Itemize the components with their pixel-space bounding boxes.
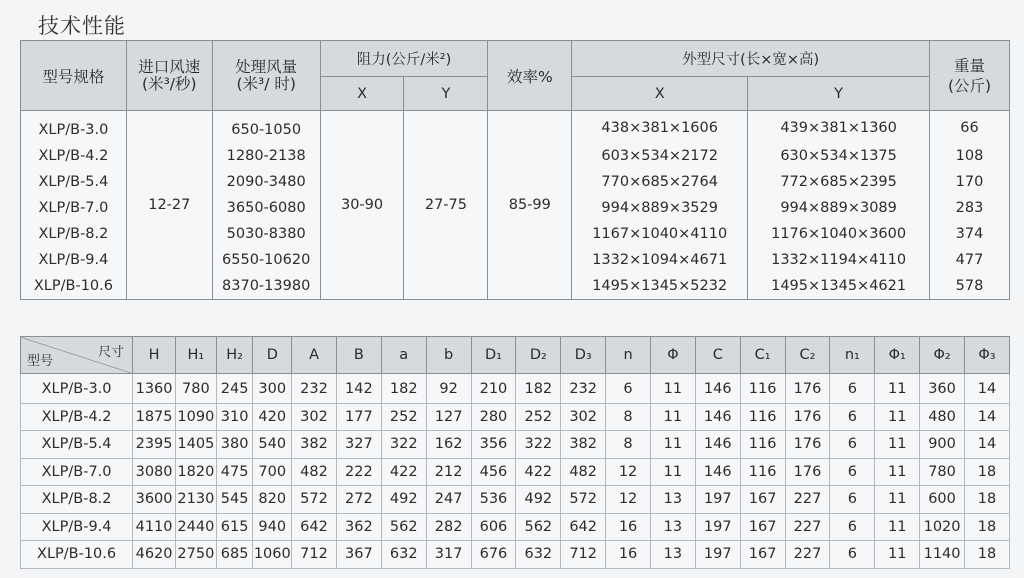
value-cell: 227 <box>785 541 830 569</box>
column-header: H₁ <box>175 337 216 374</box>
value-cell: 632 <box>516 541 561 569</box>
dim-x-cell: 994×889×3529 <box>572 195 748 221</box>
model-cell: XLP/B-3.0 <box>21 374 133 404</box>
weight-cell: 66 <box>930 111 1010 144</box>
value-cell: 422 <box>381 458 426 486</box>
column-header: D₃ <box>561 337 606 374</box>
value-cell: 3080 <box>133 458 176 486</box>
column-header: D₂ <box>516 337 561 374</box>
value-cell: 685 <box>216 541 253 569</box>
header-resistance-y: Y <box>404 77 488 111</box>
value-cell: 302 <box>561 403 606 431</box>
header-air-volume-label: 处理风量 <box>235 57 298 76</box>
model-cell: XLP/B-8.2 <box>21 221 127 247</box>
value-cell: 8 <box>606 431 651 459</box>
column-header: n₁ <box>830 337 875 374</box>
value-cell: 382 <box>292 431 337 459</box>
dim-x-cell: 603×534×2172 <box>572 143 748 169</box>
value-cell: 197 <box>695 541 740 569</box>
value-cell: 13 <box>650 486 695 514</box>
value-cell: 2440 <box>175 513 216 541</box>
value-cell: 18 <box>964 486 1009 514</box>
dim-y-cell: 630×534×1375 <box>748 143 930 169</box>
value-cell: 2750 <box>175 541 216 569</box>
value-cell: 162 <box>426 431 471 459</box>
value-cell: 700 <box>253 458 292 486</box>
value-cell: 197 <box>695 513 740 541</box>
header-weight <box>930 41 1010 111</box>
value-cell: 475 <box>216 458 253 486</box>
value-cell: 176 <box>785 403 830 431</box>
value-cell: 182 <box>516 374 561 404</box>
value-cell: 2130 <box>175 486 216 514</box>
column-header: n <box>606 337 651 374</box>
value-cell: 11 <box>875 431 920 459</box>
value-cell: 142 <box>336 374 381 404</box>
value-cell: 167 <box>740 541 785 569</box>
value-cell: 572 <box>561 486 606 514</box>
page-title: 技术性能 <box>38 14 126 38</box>
value-cell: 900 <box>920 431 965 459</box>
value-cell: 92 <box>426 374 471 404</box>
inlet-speed-cell: 12-27 <box>126 111 212 300</box>
table-row <box>21 111 1010 144</box>
weight-cell: 578 <box>930 273 1010 300</box>
model-cell: XLP/B-10.6 <box>21 541 133 569</box>
value-cell: 367 <box>336 541 381 569</box>
value-cell: 210 <box>471 374 516 404</box>
weight-cell: 477 <box>930 247 1010 273</box>
column-header: C₁ <box>740 337 785 374</box>
value-cell: 362 <box>336 513 381 541</box>
value-cell: 247 <box>426 486 471 514</box>
value-cell: 1875 <box>133 403 176 431</box>
value-cell: 146 <box>695 431 740 459</box>
value-cell: 632 <box>381 541 426 569</box>
value-cell: 232 <box>561 374 606 404</box>
value-cell: 676 <box>471 541 516 569</box>
dim-x-cell: 1332×1094×4671 <box>572 247 748 273</box>
value-cell: 252 <box>516 403 561 431</box>
header-inlet-speed <box>126 41 212 111</box>
value-cell: 227 <box>785 486 830 514</box>
model-cell: XLP/B-5.4 <box>21 431 133 459</box>
dim-y-cell: 439×381×1360 <box>748 111 930 144</box>
dim-x-cell: 770×685×2764 <box>572 169 748 195</box>
value-cell: 317 <box>426 541 471 569</box>
value-cell: 536 <box>471 486 516 514</box>
value-cell: 167 <box>740 513 785 541</box>
value-cell: 18 <box>964 458 1009 486</box>
value-cell: 600 <box>920 486 965 514</box>
value-cell: 176 <box>785 431 830 459</box>
value-cell: 18 <box>964 513 1009 541</box>
column-header: Φ <box>650 337 695 374</box>
value-cell: 11 <box>875 486 920 514</box>
air-volume-cell: 6550-10620 <box>212 247 320 273</box>
value-cell: 6 <box>830 403 875 431</box>
table-row <box>21 541 1010 569</box>
header-inlet-speed-label: 进口风速 <box>138 57 201 76</box>
corner-label-size: 尺寸 <box>98 345 125 360</box>
value-cell: 146 <box>695 374 740 404</box>
value-cell: 712 <box>561 541 606 569</box>
corner-cell <box>21 337 133 374</box>
table-row <box>21 486 1010 514</box>
value-cell: 11 <box>875 458 920 486</box>
value-cell: 562 <box>381 513 426 541</box>
value-cell: 480 <box>920 403 965 431</box>
value-cell: 227 <box>785 513 830 541</box>
value-cell: 6 <box>830 431 875 459</box>
column-header: C <box>695 337 740 374</box>
value-cell: 11 <box>650 431 695 459</box>
column-header: D₁ <box>471 337 516 374</box>
column-header: H₂ <box>216 337 253 374</box>
model-cell: XLP/B-9.4 <box>21 247 127 273</box>
value-cell: 780 <box>920 458 965 486</box>
header-model: 型号规格 <box>21 41 127 111</box>
value-cell: 8 <box>606 403 651 431</box>
value-cell: 14 <box>964 403 1009 431</box>
value-cell: 382 <box>561 431 606 459</box>
value-cell: 820 <box>253 486 292 514</box>
dim-x-cell: 1495×1345×5232 <box>572 273 748 300</box>
value-cell: 18 <box>964 541 1009 569</box>
air-volume-cell: 1280-2138 <box>212 143 320 169</box>
model-cell: XLP/B-4.2 <box>21 143 127 169</box>
value-cell: 780 <box>175 374 216 404</box>
column-header: b <box>426 337 471 374</box>
header-air-volume <box>212 41 320 111</box>
dim-y-cell: 1495×1345×4621 <box>748 273 930 300</box>
value-cell: 127 <box>426 403 471 431</box>
value-cell: 11 <box>875 541 920 569</box>
value-cell: 6 <box>606 374 651 404</box>
value-cell: 182 <box>381 374 426 404</box>
value-cell: 310 <box>216 403 253 431</box>
dimensions-table <box>20 336 1010 569</box>
header-resistance-x: X <box>320 77 404 111</box>
header-weight-unit: (公斤) <box>947 76 992 95</box>
value-cell: 252 <box>381 403 426 431</box>
model-cell: XLP/B-7.0 <box>21 458 133 486</box>
value-cell: 6 <box>830 541 875 569</box>
value-cell: 11 <box>875 403 920 431</box>
value-cell: 176 <box>785 374 830 404</box>
value-cell: 6 <box>830 458 875 486</box>
value-cell: 712 <box>292 541 337 569</box>
column-header: C₂ <box>785 337 830 374</box>
value-cell: 322 <box>381 431 426 459</box>
value-cell: 572 <box>292 486 337 514</box>
value-cell: 1140 <box>920 541 965 569</box>
value-cell: 212 <box>426 458 471 486</box>
value-cell: 11 <box>650 458 695 486</box>
value-cell: 642 <box>561 513 606 541</box>
table-row <box>21 431 1010 459</box>
weight-cell: 108 <box>930 143 1010 169</box>
value-cell: 177 <box>336 403 381 431</box>
header-dim-x: X <box>572 77 748 111</box>
value-cell: 322 <box>516 431 561 459</box>
header-resistance: 阻力(公斤/米²) <box>320 41 488 77</box>
table-row <box>21 458 1010 486</box>
air-volume-cell: 5030-8380 <box>212 221 320 247</box>
value-cell: 356 <box>471 431 516 459</box>
value-cell: 1360 <box>133 374 176 404</box>
model-cell: XLP/B-5.4 <box>21 169 127 195</box>
dim-y-cell: 994×889×3089 <box>748 195 930 221</box>
value-cell: 4620 <box>133 541 176 569</box>
value-cell: 12 <box>606 458 651 486</box>
value-cell: 6 <box>830 513 875 541</box>
dim-y-cell: 772×685×2395 <box>748 169 930 195</box>
value-cell: 540 <box>253 431 292 459</box>
value-cell: 11 <box>875 374 920 404</box>
resistance-y-cell: 27-75 <box>404 111 488 300</box>
value-cell: 6 <box>830 486 875 514</box>
value-cell: 2395 <box>133 431 176 459</box>
value-cell: 11 <box>650 374 695 404</box>
value-cell: 300 <box>253 374 292 404</box>
value-cell: 1820 <box>175 458 216 486</box>
air-volume-cell: 2090-3480 <box>212 169 320 195</box>
model-cell: XLP/B-4.2 <box>21 403 133 431</box>
value-cell: 302 <box>292 403 337 431</box>
dim-y-cell: 1332×1194×4110 <box>748 247 930 273</box>
value-cell: 280 <box>471 403 516 431</box>
weight-cell: 374 <box>930 221 1010 247</box>
value-cell: 14 <box>964 374 1009 404</box>
dim-y-cell: 1176×1040×3600 <box>748 221 930 247</box>
value-cell: 1090 <box>175 403 216 431</box>
efficiency-cell: 85-99 <box>488 111 572 300</box>
performance-table <box>20 40 1010 300</box>
air-volume-cell: 650-1050 <box>212 111 320 144</box>
dim-x-cell: 1167×1040×4110 <box>572 221 748 247</box>
value-cell: 4110 <box>133 513 176 541</box>
dim-x-cell: 438×381×1606 <box>572 111 748 144</box>
value-cell: 13 <box>650 513 695 541</box>
header-dimensions: 外型尺寸(长×宽×高) <box>572 41 930 77</box>
value-cell: 492 <box>516 486 561 514</box>
model-cell: XLP/B-8.2 <box>21 486 133 514</box>
value-cell: 13 <box>650 541 695 569</box>
value-cell: 232 <box>292 374 337 404</box>
value-cell: 245 <box>216 374 253 404</box>
value-cell: 360 <box>920 374 965 404</box>
value-cell: 456 <box>471 458 516 486</box>
column-header: Φ₁ <box>875 337 920 374</box>
value-cell: 492 <box>381 486 426 514</box>
column-header: H <box>133 337 176 374</box>
value-cell: 420 <box>253 403 292 431</box>
value-cell: 562 <box>516 513 561 541</box>
value-cell: 11 <box>650 403 695 431</box>
column-header: a <box>381 337 426 374</box>
table-row <box>21 374 1010 404</box>
value-cell: 6 <box>830 374 875 404</box>
value-cell: 642 <box>292 513 337 541</box>
header-weight-label: 重量 <box>954 56 986 75</box>
column-header: A <box>292 337 337 374</box>
corner-label-model: 型号 <box>27 354 54 369</box>
value-cell: 116 <box>740 403 785 431</box>
value-cell: 1405 <box>175 431 216 459</box>
model-cell: XLP/B-10.6 <box>21 273 127 300</box>
model-cell: XLP/B-7.0 <box>21 195 127 221</box>
value-cell: 146 <box>695 458 740 486</box>
table-row <box>21 403 1010 431</box>
weight-cell: 170 <box>930 169 1010 195</box>
value-cell: 116 <box>740 458 785 486</box>
value-cell: 1020 <box>920 513 965 541</box>
air-volume-cell: 3650-6080 <box>212 195 320 221</box>
value-cell: 940 <box>253 513 292 541</box>
header-efficiency: 效率% <box>488 41 572 111</box>
column-header: D <box>253 337 292 374</box>
value-cell: 545 <box>216 486 253 514</box>
header-inlet-speed-unit: (米³/秒) <box>142 74 197 93</box>
value-cell: 16 <box>606 541 651 569</box>
value-cell: 606 <box>471 513 516 541</box>
value-cell: 176 <box>785 458 830 486</box>
value-cell: 146 <box>695 403 740 431</box>
value-cell: 272 <box>336 486 381 514</box>
column-header: Φ₃ <box>964 337 1009 374</box>
column-header: B <box>336 337 381 374</box>
column-header: Φ₂ <box>920 337 965 374</box>
value-cell: 422 <box>516 458 561 486</box>
value-cell: 3600 <box>133 486 176 514</box>
value-cell: 327 <box>336 431 381 459</box>
value-cell: 116 <box>740 431 785 459</box>
value-cell: 1060 <box>253 541 292 569</box>
value-cell: 14 <box>964 431 1009 459</box>
value-cell: 380 <box>216 431 253 459</box>
model-cell: XLP/B-9.4 <box>21 513 133 541</box>
value-cell: 12 <box>606 486 651 514</box>
value-cell: 282 <box>426 513 471 541</box>
value-cell: 167 <box>740 486 785 514</box>
resistance-x-cell: 30-90 <box>320 111 404 300</box>
value-cell: 222 <box>336 458 381 486</box>
value-cell: 482 <box>292 458 337 486</box>
value-cell: 16 <box>606 513 651 541</box>
table-row <box>21 513 1010 541</box>
air-volume-cell: 8370-13980 <box>212 273 320 300</box>
header-air-volume-unit: (米³/ 时) <box>236 74 296 93</box>
value-cell: 116 <box>740 374 785 404</box>
value-cell: 615 <box>216 513 253 541</box>
value-cell: 197 <box>695 486 740 514</box>
value-cell: 482 <box>561 458 606 486</box>
weight-cell: 283 <box>930 195 1010 221</box>
model-cell: XLP/B-3.0 <box>21 111 127 144</box>
value-cell: 11 <box>875 513 920 541</box>
header-dim-y: Y <box>748 77 930 111</box>
